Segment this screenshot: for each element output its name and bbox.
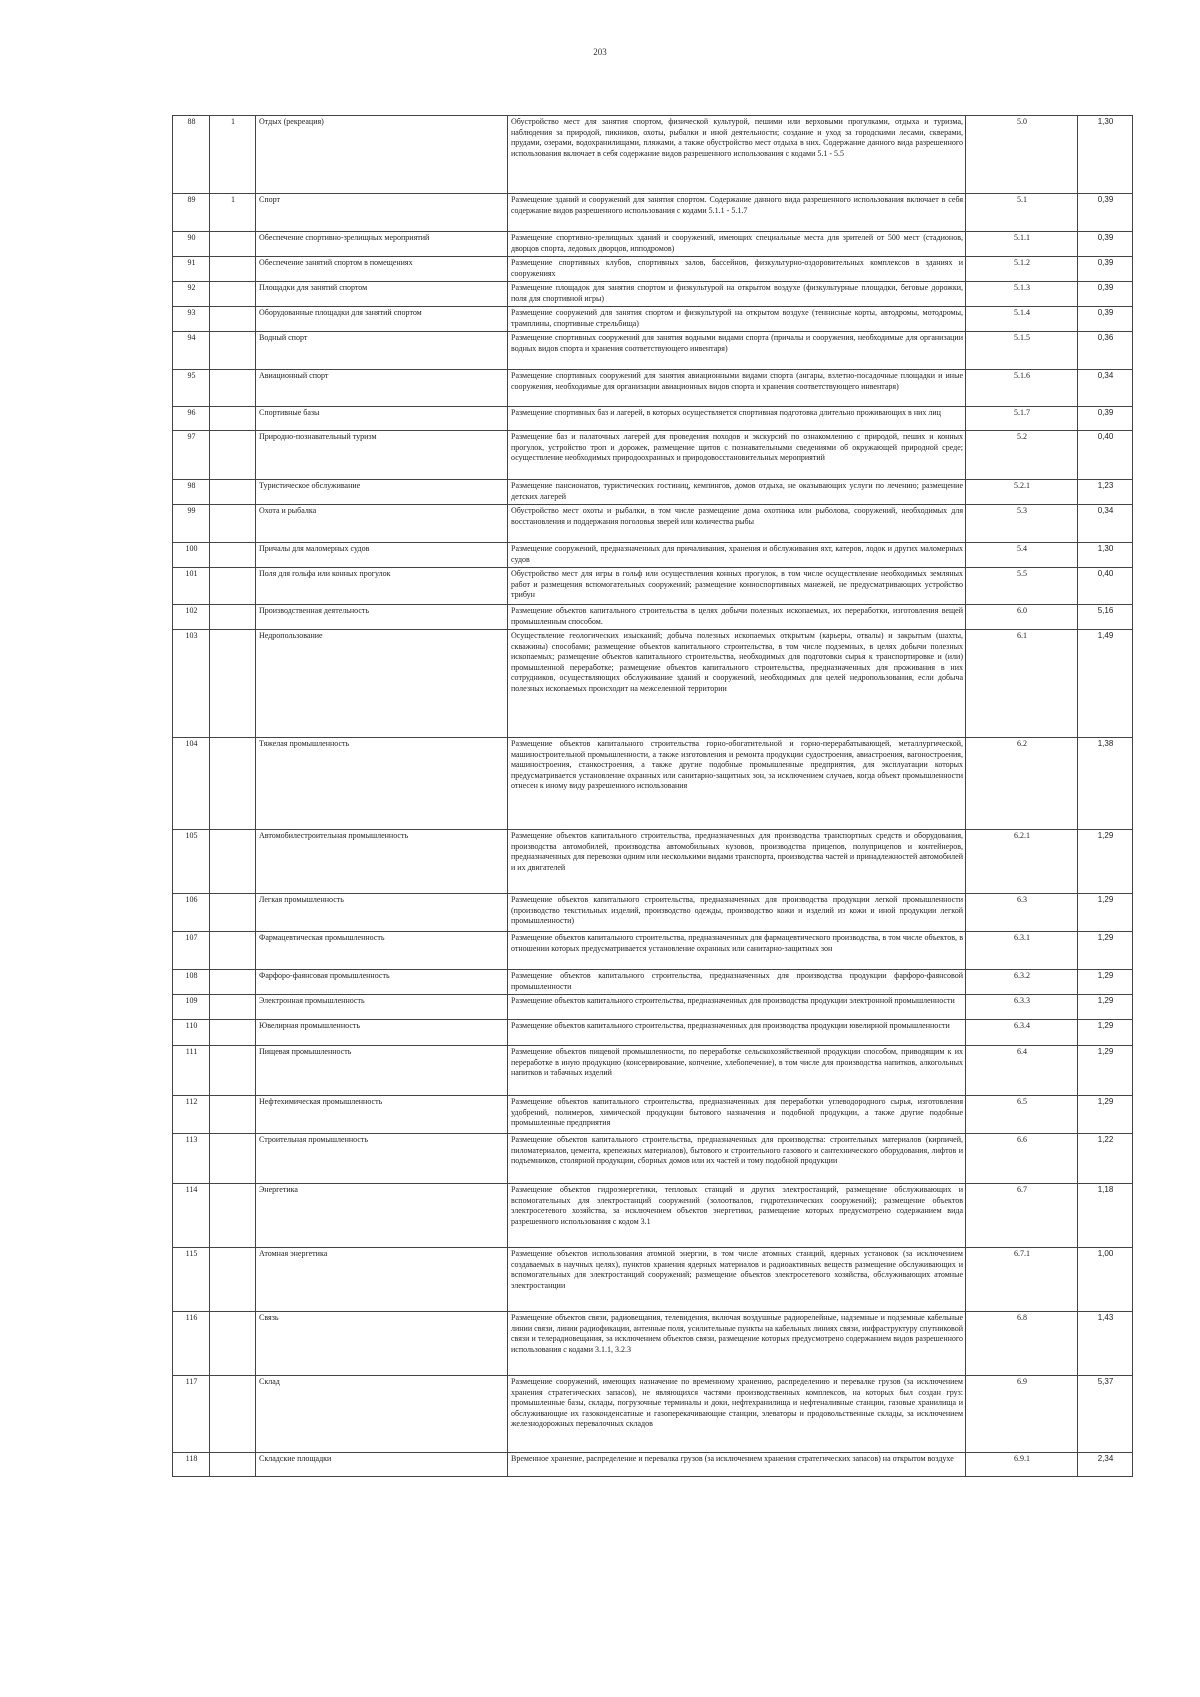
row-flag-cell [210, 1248, 256, 1312]
coefficient-cell: 0,39 [1078, 257, 1133, 282]
coefficient-cell: 0,39 [1078, 232, 1133, 257]
land-use-code-cell: 5.1.4 [966, 307, 1078, 332]
row-number-cell: 115 [173, 1248, 210, 1312]
land-use-name-cell: Поля для гольфа или конных прогулок [256, 568, 508, 605]
table-row [173, 630, 1133, 738]
row-number-cell: 111 [173, 1046, 210, 1096]
table-row [173, 738, 1133, 830]
land-use-code-cell: 6.3 [966, 894, 1078, 932]
coefficient-cell: 0,40 [1078, 568, 1133, 605]
row-flag-cell [210, 568, 256, 605]
land-use-code-cell: 6.4 [966, 1046, 1078, 1096]
row-flag-cell [210, 282, 256, 307]
land-use-description-cell: Размещение объектов гидроэнергетики, тепловых станций и других электростанций, размещение обслуживающих и вспомогательных для электростанций сооружений (золоотвалов, гидротехнических сооружений); размещение объектов электросетевого хозяйства, за исключением объектов энергетики, размещение которых предусмотрено содержанием вида разрешенного использования с кодом 3.1 [508, 1184, 966, 1248]
land-use-code-cell: 6.3.4 [966, 1020, 1078, 1046]
table-row [173, 1312, 1133, 1376]
land-use-name-cell: Атомная энергетика [256, 1248, 508, 1312]
land-use-name-cell: Площадки для занятий спортом [256, 282, 508, 307]
coefficient-cell: 1,29 [1078, 894, 1133, 932]
land-use-description-cell: Размещение спортивных клубов, спортивных залов, бассейнов, физкультурно-оздоровительных комплексов в зданиях и сооружениях [508, 257, 966, 282]
row-flag-cell [210, 370, 256, 407]
row-flag-cell: 1 [210, 194, 256, 232]
land-use-code-cell: 5.1.1 [966, 232, 1078, 257]
land-use-code-cell: 5.1.2 [966, 257, 1078, 282]
table-row [173, 995, 1133, 1020]
land-use-code-cell: 5.1.6 [966, 370, 1078, 407]
table-row [173, 370, 1133, 407]
land-use-name-cell: Оборудованные площадки для занятий спортом [256, 307, 508, 332]
land-use-code-cell: 5.2.1 [966, 480, 1078, 505]
coefficient-cell: 0,34 [1078, 370, 1133, 407]
land-use-name-cell: Обеспечение спортивно-зрелищных мероприятий [256, 232, 508, 257]
coefficient-cell: 1,22 [1078, 1134, 1133, 1184]
land-use-description-cell: Размещение зданий и сооружений для занятия спортом. Содержание данного вида разрешенного использования включает в себя содержание видов разрешенного использования с кодами 5.1.1 - 5.1.7 [508, 194, 966, 232]
land-use-description-cell: Размещение объектов капитального строительства, предназначенных для производства продукции электронной промышленности [508, 995, 966, 1020]
land-use-name-cell: Автомобилестроительная промышленность [256, 830, 508, 894]
row-number-cell: 102 [173, 605, 210, 630]
land-use-code-cell: 6.0 [966, 605, 1078, 630]
land-use-name-cell: Природно-познавательный туризм [256, 431, 508, 480]
row-flag-cell [210, 407, 256, 431]
row-flag-cell [210, 1134, 256, 1184]
land-use-name-cell: Причалы для маломерных судов [256, 543, 508, 568]
table-row [173, 194, 1133, 232]
row-number-cell: 97 [173, 431, 210, 480]
land-use-description-cell: Размещение спортивных сооружений для занятия авиационными видами спорта (ангары, взлетно-посадочные площадки и иные сооружения, необходимые для организации авиационных видов спорта и хранения соответствующего инвентаря) [508, 370, 966, 407]
page-number: 203 [593, 47, 607, 57]
land-use-code-cell: 6.8 [966, 1312, 1078, 1376]
land-use-code-cell: 5.5 [966, 568, 1078, 605]
land-use-code-cell: 5.1.7 [966, 407, 1078, 431]
row-number-cell: 103 [173, 630, 210, 738]
table-row [173, 332, 1133, 370]
coefficient-cell: 1,00 [1078, 1248, 1133, 1312]
coefficient-cell: 1,29 [1078, 970, 1133, 995]
row-flag-cell [210, 332, 256, 370]
land-use-description-cell: Обустройство мест охоты и рыбалки, в том числе размещение дома охотника или рыболова, сооружений, необходимых для восстановления и поддержания поголовья зверей или количества рыбы [508, 505, 966, 543]
coefficient-cell: 1,29 [1078, 1096, 1133, 1134]
table-row [173, 232, 1133, 257]
coefficient-cell: 0,34 [1078, 505, 1133, 543]
land-use-description-cell: Размещение объектов капитального строительства горно-обогатительной и горно-перерабатывающей, металлургической, машиностроительной промышленности, а также изготовления и ремонта продукции судостроения, авиастроения, вагоностроения, машиностроения, станкостроения, а также другие подобные промышленные предприятия, для эксплуатации которых предусматривается установление охранных или санитарно-защитных зон, за исключением случаев, когда объект промышленности отнесен к иному виду разрешенного использования [508, 738, 966, 830]
land-use-description-cell: Размещение пансионатов, туристических гостиниц, кемпингов, домов отдыха, не оказывающих услуги по лечению; размещение детских лагерей [508, 480, 966, 505]
row-flag-cell [210, 1020, 256, 1046]
land-use-name-cell: Склад [256, 1376, 508, 1453]
row-flag-cell [210, 480, 256, 505]
land-use-description-cell: Размещение объектов капитального строительства, предназначенных для производства продукции легкой промышленности (производство текстильных изделий, производство одежды, производство кожи и изделий из кожи и иной продукции легкой промышленности) [508, 894, 966, 932]
land-use-description-cell: Размещение объектов капитального строительства в целях добычи полезных ископаемых, их переработки, изготовления вещей промышленным способом. [508, 605, 966, 630]
land-use-name-cell: Ювелирная промышленность [256, 1020, 508, 1046]
land-use-name-cell: Связь [256, 1312, 508, 1376]
land-use-name-cell: Авиационный спорт [256, 370, 508, 407]
row-flag-cell [210, 543, 256, 568]
row-flag-cell [210, 995, 256, 1020]
coefficient-cell: 0,39 [1078, 407, 1133, 431]
coefficient-cell: 1,30 [1078, 543, 1133, 568]
land-use-code-cell: 6.2.1 [966, 830, 1078, 894]
land-use-description-cell: Размещение объектов капитального строительства, предназначенных для производства транспортных средств и оборудования, производства автомобилей, производства автомобильных кузовов, производства прицепов, полуприцепов и контейнеров, предназначенных для перевозки одним или несколькими видами транспорта, производства частей и принадлежностей автомобилей и их двигателей [508, 830, 966, 894]
land-use-description-cell: Размещение объектов использования атомной энергии, в том числе атомных станций, ядерных установок (за исключением создаваемых в научных целях), пунктов хранения ядерных материалов и радиоактивных веществ размещение обслуживающих и вспомогательных для электростанций сооружений; размещение объектов электросетевого хозяйства, обслуживающих атомные электростанции [508, 1248, 966, 1312]
coefficient-cell: 1,23 [1078, 480, 1133, 505]
land-use-code-cell: 6.3.3 [966, 995, 1078, 1020]
table-row [173, 257, 1133, 282]
row-number-cell: 117 [173, 1376, 210, 1453]
land-use-name-cell: Легкая промышленность [256, 894, 508, 932]
land-use-code-cell: 5.4 [966, 543, 1078, 568]
row-flag-cell [210, 605, 256, 630]
table-row [173, 431, 1133, 480]
table-row [173, 932, 1133, 970]
row-number-cell: 105 [173, 830, 210, 894]
coefficient-cell: 0,39 [1078, 307, 1133, 332]
row-number-cell: 109 [173, 995, 210, 1020]
land-use-description-cell: Размещение объектов капитального строительства, предназначенных для фармацевтического производства, в том числе объектов, в отношении которых предусматривается установление охранных или санитарно-защитных зон [508, 932, 966, 970]
land-use-name-cell: Пищевая промышленность [256, 1046, 508, 1096]
table-row [173, 480, 1133, 505]
row-number-cell: 116 [173, 1312, 210, 1376]
coefficient-cell: 0,40 [1078, 431, 1133, 480]
land-use-description-cell: Размещение сооружений, имеющих назначение по временному хранению, распределению и перевалке грузов (за исключением хранения стратегических запасов), не являющихся частями производственных комплексов, на которых был создан груз: промышленные базы, склады, погрузочные терминалы и доки, нефтехранилища и нефтеналивные станции, газовые хранилища и обслуживающие их газоконденсатные и газоперекачивающие станции, элеваторы и продовольственные склады, за исключением железнодорожных перевалочных складов [508, 1376, 966, 1453]
land-use-name-cell: Обеспечение занятий спортом в помещениях [256, 257, 508, 282]
land-use-name-cell: Водный спорт [256, 332, 508, 370]
row-number-cell: 95 [173, 370, 210, 407]
land-use-code-cell: 5.1 [966, 194, 1078, 232]
table-row [173, 605, 1133, 630]
row-flag-cell [210, 1046, 256, 1096]
coefficient-cell: 1,38 [1078, 738, 1133, 830]
land-use-description-cell: Размещение спортивных сооружений для занятия водными видами спорта (причалы и сооружения, необходимые для организации водных видов спорта и хранения соответствующего инвентаря) [508, 332, 966, 370]
row-flag-cell [210, 1312, 256, 1376]
coefficient-cell: 1,29 [1078, 1020, 1133, 1046]
table-row [173, 407, 1133, 431]
row-flag-cell [210, 505, 256, 543]
land-use-description-cell: Размещение сооружений для занятия спортом и физкультурой на открытом воздухе (теннисные корты, автодромы, мотодромы, трамплины, спортивные стрельбища) [508, 307, 966, 332]
table-row [173, 1134, 1133, 1184]
row-number-cell: 104 [173, 738, 210, 830]
land-use-name-cell: Недропользование [256, 630, 508, 738]
land-use-code-cell: 5.1.3 [966, 282, 1078, 307]
land-use-description-cell: Размещение объектов пищевой промышленности, по переработке сельскохозяйственной продукции способом, приводящим к их переработке в иную продукцию (консервирование, копчение, хлебопечение), в том числе для производства напитков, алкогольных напитков и табачных изделий [508, 1046, 966, 1096]
row-number-cell: 118 [173, 1453, 210, 1477]
row-flag-cell [210, 1453, 256, 1477]
row-flag-cell [210, 738, 256, 830]
land-use-code-cell: 6.7 [966, 1184, 1078, 1248]
row-flag-cell: 1 [210, 116, 256, 194]
land-use-code-cell: 6.9 [966, 1376, 1078, 1453]
coefficient-cell: 5,37 [1078, 1376, 1133, 1453]
row-number-cell: 96 [173, 407, 210, 431]
table-row [173, 970, 1133, 995]
coefficient-cell: 5,16 [1078, 605, 1133, 630]
table-row [173, 568, 1133, 605]
land-use-description-cell: Размещение площадок для занятия спортом и физкультурой на открытом воздухе (физкультурные площадки, беговые дорожки, поля для спортивной игры) [508, 282, 966, 307]
land-use-name-cell: Энергетика [256, 1184, 508, 1248]
land-use-name-cell: Электронная промышленность [256, 995, 508, 1020]
land-use-description-cell: Обустройство мест для игры в гольф или осуществления конных прогулок, в том числе осуществление необходимых земляных работ и размещения вспомогательных сооружений; размещение конноспортивных манежей, не предусматривающих устройство трибун [508, 568, 966, 605]
land-use-description-cell: Размещение объектов капитального строительства, предназначенных для производства продукции ювелирной промышленности [508, 1020, 966, 1046]
land-use-code-cell: 6.7.1 [966, 1248, 1078, 1312]
land-use-name-cell: Туристическое обслуживание [256, 480, 508, 505]
row-flag-cell [210, 1376, 256, 1453]
row-number-cell: 101 [173, 568, 210, 605]
land-use-code-cell: 6.2 [966, 738, 1078, 830]
land-use-description-cell: Размещение спортивно-зрелищных зданий и сооружений, имеющих специальные места для зрителей от 500 мест (стадионов, дворцов спорта, ледовых дворцов, ипподромов) [508, 232, 966, 257]
row-flag-cell [210, 431, 256, 480]
land-use-description-cell: Размещение баз и палаточных лагерей для проведения походов и экскурсий по ознакомлению с природой, пеших и конных прогулок, устройство троп и дорожек, размещение щитов с познавательными сведениями об окружающей природной среде; осуществление необходимых природоохранных и природовосстановительных мероприятий [508, 431, 966, 480]
land-use-name-cell: Производственная деятельность [256, 605, 508, 630]
land-use-name-cell: Фармацевтическая промышленность [256, 932, 508, 970]
table-row [173, 1184, 1133, 1248]
row-number-cell: 92 [173, 282, 210, 307]
row-number-cell: 99 [173, 505, 210, 543]
table-row [173, 1248, 1133, 1312]
land-use-name-cell: Тяжелая промышленность [256, 738, 508, 830]
land-use-code-cell: 6.1 [966, 630, 1078, 738]
row-number-cell: 112 [173, 1096, 210, 1134]
row-number-cell: 94 [173, 332, 210, 370]
land-use-code-cell: 5.3 [966, 505, 1078, 543]
coefficient-cell: 0,39 [1078, 194, 1133, 232]
land-use-code-cell: 5.1.5 [966, 332, 1078, 370]
table-row [173, 116, 1133, 194]
row-number-cell: 98 [173, 480, 210, 505]
row-flag-cell [210, 307, 256, 332]
row-flag-cell [210, 894, 256, 932]
coefficient-cell: 1,49 [1078, 630, 1133, 738]
land-use-code-cell: 6.6 [966, 1134, 1078, 1184]
coefficient-cell: 1,43 [1078, 1312, 1133, 1376]
row-number-cell: 91 [173, 257, 210, 282]
table-row [173, 543, 1133, 568]
land-use-code-cell: 6.3.2 [966, 970, 1078, 995]
land-use-description-cell: Размещение объектов капитального строительства, предназначенных для переработки углеводородного сырья, изготовления удобрений, полимеров, химической продукции бытового назначения и подобной продукции, а также другие подобные промышленные предприятия [508, 1096, 966, 1134]
row-number-cell: 107 [173, 932, 210, 970]
row-number-cell: 89 [173, 194, 210, 232]
land-use-name-cell: Складские площадки [256, 1453, 508, 1477]
table-row [173, 1046, 1133, 1096]
land-use-description-cell: Размещение объектов капитального строительства, предназначенных для производства: строительных материалов (кирпичей, пиломатериалов, цемента, крепежных материалов), бытового и строительного газового и сантехнического оборудования, лифтов и подъемников, столярной продукции, сборных домов или их частей и тому подобной продукции [508, 1134, 966, 1184]
table-row [173, 1376, 1133, 1453]
table-row [173, 894, 1133, 932]
table-body [173, 116, 1133, 1477]
land-use-description-cell: Размещение спортивных баз и лагерей, в которых осуществляется спортивная подготовка длительно проживающих в них лиц [508, 407, 966, 431]
land-use-name-cell: Фарфоро-фаянсовая промышленность [256, 970, 508, 995]
land-use-name-cell: Отдых (рекреация) [256, 116, 508, 194]
land-use-description-cell: Временное хранение, распределение и перевалка грузов (за исключением хранения стратегических запасов) на открытом воздухе [508, 1453, 966, 1477]
land-use-description-cell: Размещение объектов капитального строительства, предназначенных для производства продукции фарфоро-фаянсовой промышленности [508, 970, 966, 995]
row-number-cell: 100 [173, 543, 210, 568]
table-row [173, 505, 1133, 543]
row-flag-cell [210, 232, 256, 257]
coefficient-cell: 1,29 [1078, 1046, 1133, 1096]
row-number-cell: 88 [173, 116, 210, 194]
land-use-name-cell: Строительная промышленность [256, 1134, 508, 1184]
land-use-code-cell: 5.0 [966, 116, 1078, 194]
table-row [173, 1020, 1133, 1046]
land-use-name-cell: Охота и рыбалка [256, 505, 508, 543]
land-use-name-cell: Спортивные базы [256, 407, 508, 431]
row-flag-cell [210, 630, 256, 738]
row-number-cell: 106 [173, 894, 210, 932]
coefficient-cell: 1,29 [1078, 932, 1133, 970]
table-row [173, 282, 1133, 307]
row-flag-cell [210, 257, 256, 282]
land-use-name-cell: Спорт [256, 194, 508, 232]
land-use-code-cell: 6.9.1 [966, 1453, 1078, 1477]
row-number-cell: 113 [173, 1134, 210, 1184]
row-flag-cell [210, 932, 256, 970]
row-number-cell: 93 [173, 307, 210, 332]
row-number-cell: 90 [173, 232, 210, 257]
land-use-code-cell: 6.5 [966, 1096, 1078, 1134]
coefficient-cell: 1,18 [1078, 1184, 1133, 1248]
land-use-description-cell: Размещение объектов связи, радиовещания, телевидения, включая воздушные радиорелейные, надземные и подземные кабельные линии связи, линии радиофикации, антенные поля, усилительные пункты на кабельных линиях связи, инфраструктуру спутниковой связи и телерадиовещания, за исключением объектов связи, размещение которых предусмотрено содержанием видов разрешенного использования с кодами 3.1.1, 3.2.3 [508, 1312, 966, 1376]
land-use-code-cell: 6.3.1 [966, 932, 1078, 970]
land-use-description-cell: Размещение сооружений, предназначенных для причаливания, хранения и обслуживания яхт, катеров, лодок и других маломерных судов [508, 543, 966, 568]
coefficient-cell: 2,34 [1078, 1453, 1133, 1477]
table-row [173, 1096, 1133, 1134]
land-use-table [172, 115, 1133, 1477]
coefficient-cell: 1,30 [1078, 116, 1133, 194]
row-number-cell: 108 [173, 970, 210, 995]
table-row [173, 830, 1133, 894]
table-row [173, 1453, 1133, 1477]
coefficient-cell: 1,29 [1078, 995, 1133, 1020]
coefficient-cell: 0,39 [1078, 282, 1133, 307]
row-number-cell: 110 [173, 1020, 210, 1046]
row-flag-cell [210, 970, 256, 995]
row-number-cell: 114 [173, 1184, 210, 1248]
land-use-code-cell: 5.2 [966, 431, 1078, 480]
coefficient-cell: 0,36 [1078, 332, 1133, 370]
table-row [173, 307, 1133, 332]
row-flag-cell [210, 1096, 256, 1134]
land-use-description-cell: Осуществление геологических изысканий; добыча полезных ископаемых открытым (карьеры, отвалы) и закрытым (шахты, скважины) способами; размещение объектов капитального строительства, в том числе подземных, в целях добычи полезных ископаемых; размещение объектов капитального строительства, необходимых для подготовки сырья к транспортировке и (или) промышленной переработке; размещение объектов капитального строительства, предназначенных для проживания в них сотрудников, осуществляющих обслуживание зданий и сооружений, необходимых для целей недропользования, если добыча полезных ископаемых происходит на межселенной территории [508, 630, 966, 738]
land-use-name-cell: Нефтехимическая промышленность [256, 1096, 508, 1134]
row-flag-cell [210, 830, 256, 894]
coefficient-cell: 1,29 [1078, 830, 1133, 894]
land-use-description-cell: Обустройство мест для занятия спортом, физической культурой, пешими или верховыми прогулками, отдыха и туризма, наблюдения за природой, пикников, охоты, рыбалки и иной деятельности; создание и уход за городскими лесами, скверами, прудами, озерами, водохранилищами, пляжами, а также обустройство мест отдыха в них. Содержание данного вида разрешенного использования включает в себя содержание видов разрешенного использования с кодами 5.1 - 5.5 [508, 116, 966, 194]
row-flag-cell [210, 1184, 256, 1248]
